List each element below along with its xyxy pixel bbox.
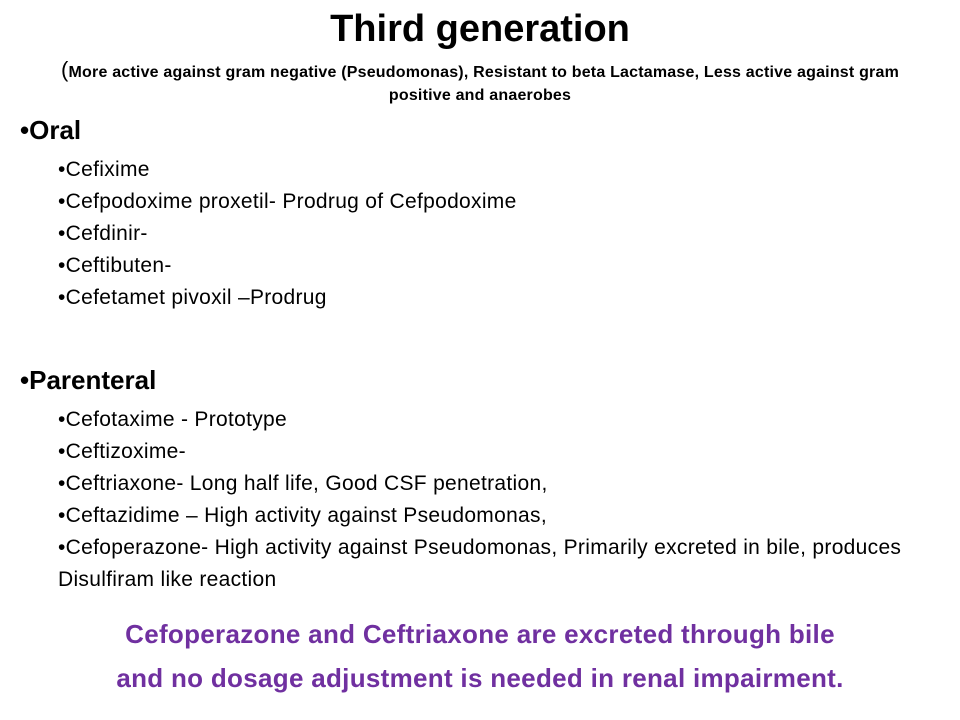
note-line-2: and no dosage adjustment is needed in renal impairment.: [116, 663, 844, 693]
section-heading-label: Parenteral: [29, 365, 157, 395]
list-item: [58, 468, 920, 500]
bullet-icon: •: [58, 536, 66, 559]
parenteral-drug-list: [20, 404, 920, 596]
list-item: [58, 250, 920, 282]
list-item: [58, 500, 920, 532]
oral-drug-list: [20, 154, 920, 314]
slide-title: Third generation: [330, 8, 630, 50]
section-heading-label: Oral: [29, 115, 82, 145]
bullet-icon: •: [58, 286, 66, 309]
list-item-text: Cefotaxime - Prototype: [65, 408, 288, 431]
bullet-icon: •: [58, 254, 66, 277]
list-item: [58, 532, 920, 596]
subtitle-text: More active against gram negative (Pseudomonas), Resistant to beta Lactamase, Less active against gram positive and anaerobes: [68, 64, 899, 104]
bullet-icon: •: [58, 190, 66, 213]
note-line-1: Cefoperazone and Ceftriaxone are excreted through bile: [125, 619, 835, 649]
list-item: [58, 154, 920, 186]
subtitle-open-paren: (: [61, 57, 69, 82]
list-item: [58, 218, 920, 250]
list-item-text: Ceftibuten-: [65, 254, 172, 277]
bullet-icon: •: [58, 158, 66, 181]
bullet-icon: •: [58, 472, 66, 495]
slide-subtitle: [28, 58, 932, 107]
section-parenteral: [20, 364, 920, 596]
bullet-icon: •: [20, 365, 30, 395]
bullet-icon: •: [58, 222, 66, 245]
bullet-icon: •: [58, 440, 66, 463]
list-item-text: Cefixime: [65, 158, 150, 181]
bullet-icon: •: [58, 504, 66, 527]
list-item-text: Cefetamet pivoxil –Prodrug: [65, 286, 327, 309]
list-item: [58, 436, 920, 468]
section-heading-oral: [20, 114, 920, 146]
list-item-text: Cefpodoxime proxetil- Prodrug of Cefpodoxime: [65, 190, 517, 213]
list-item: [58, 404, 920, 436]
list-item-text: Cefoperazone- High activity against Pseudomonas, Primarily excreted in bile, produces Disulfiram like reaction: [58, 536, 902, 591]
list-item-text: Cefdinir-: [65, 222, 148, 245]
bullet-icon: •: [58, 408, 66, 431]
list-item-text: Ceftriaxone- Long half life, Good CSF penetration,: [65, 472, 548, 495]
list-item: [58, 282, 920, 314]
bullet-icon: •: [20, 115, 30, 145]
list-item: [58, 186, 920, 218]
section-oral: [20, 114, 920, 314]
renal-impairment-note: [0, 612, 960, 700]
section-heading-parenteral: [20, 364, 920, 396]
list-item-text: Ceftazidime – High activity against Pseudomonas,: [65, 504, 547, 527]
list-item-text: Ceftizoxime-: [65, 440, 186, 463]
